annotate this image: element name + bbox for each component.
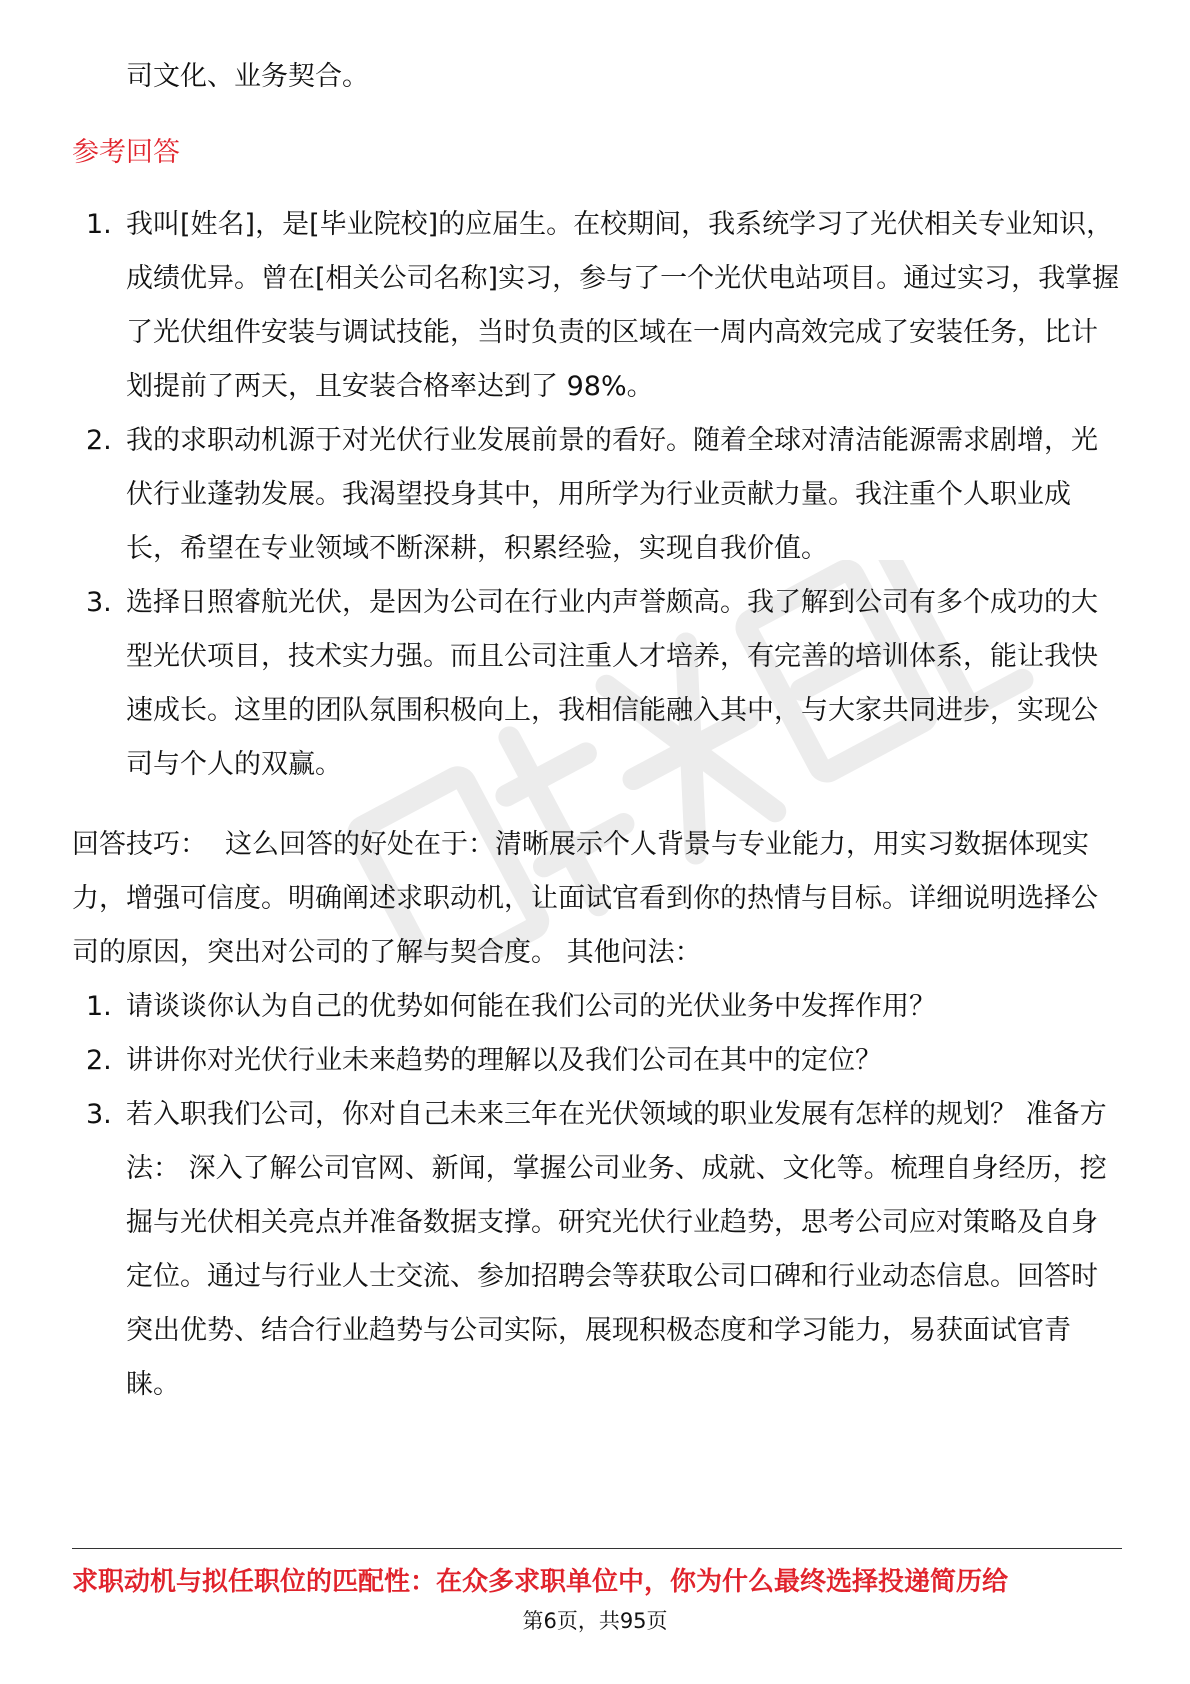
answer-list <box>72 198 1122 792</box>
next-question-title: 求职动机与拟任职位的匹配性：在众多求职单位中，你为什么最终选择投递简历给 <box>72 1567 1009 1597</box>
list-item-text: 请谈谈你认为自己的优势如何能在我们公司的光伏业务中发挥作用？ <box>126 991 936 1022</box>
list-item-text: 我叫[姓名]，是[毕业院校]的应届生。在校期间，我系统学习了光伏相关专业知识，成绩优异。曾在[相关公司名称]实习，参与了一个光伏电站项目。通过实习，我掌握了光伏组件安装与调试技能，当时负责的区域在一周内高效完成了安装任务，比计划提前了两天，且安装合格率达到了 98%。 <box>126 209 1120 402</box>
list-item <box>72 980 1122 1034</box>
list-item-text: 我的求职动机源于对光伏行业发展前景的看好。随着全球对清洁能源需求剧增，光伏行业蓬勃发展。我渴望投身其中，用所学为行业贡献力量。我注重个人职业成长，希望在专业领域不断深耕，积累经验，实现自我价值。 <box>126 425 1098 564</box>
list-item <box>72 576 1122 792</box>
list-number: 1. <box>86 991 112 1022</box>
list-number: 2. <box>86 425 112 456</box>
list-item-text: 若入职我们公司，你对自己未来三年在光伏领域的职业发展有怎样的规划？ 准备方法： 深入了解公司官网、新闻，掌握公司业务、成就、文化等。梳理自身经历，挖掘与光伏相关亮点并准备数据支撑。研究光伏行业趋势，思考公司应对策略及自身定位。通过与行业人士交流、参加招聘会等获取公司口碑和行业动态信息。回答时突出优势、结合行业趋势与公司实际，展现积极态度和学习能力，易获面试官青睐。 <box>126 1099 1107 1400</box>
list-number: 3. <box>86 587 112 618</box>
list-item <box>72 1034 1122 1088</box>
list-item <box>72 414 1122 576</box>
other-questions-list <box>72 980 1122 1412</box>
tips-label: 回答技巧： <box>72 829 207 860</box>
page-number: 第6页，共95页 <box>522 1609 668 1633</box>
list-item-text: 选择日照睿航光伏，是因为公司在行业内声誉颇高。我了解到公司有多个成功的大型光伏项目，技术实力强。而且公司注重人才培养，有完善的培训体系，能让我快速成长。这里的团队氛围积极向上，我相信能融入其中，与大家共同进步，实现公司与个人的双赢。 <box>126 587 1098 780</box>
reference-answer-heading: 参考回答 <box>72 137 180 168</box>
footer-divider <box>72 1548 1122 1549</box>
list-item <box>72 1088 1122 1412</box>
list-number: 3. <box>86 1099 112 1130</box>
list-item-text: 讲讲你对光伏行业未来趋势的理解以及我们公司在其中的定位？ <box>126 1045 882 1076</box>
list-number: 1. <box>86 209 112 240</box>
tips-text: 这么回答的好处在于：清晰展示个人背景与专业能力，用实习数据体现实力，增强可信度。明确阐述求职动机，让面试官看到你的热情与目标。详细说明选择公司的原因，突出对公司的了解与契合度。 其他问法： <box>72 829 1098 968</box>
list-item <box>72 198 1122 414</box>
list-number: 2. <box>86 1045 112 1076</box>
main-content <box>72 50 1122 1412</box>
answer-tips <box>72 818 1122 980</box>
continued-paragraph: 司文化、业务契合。 <box>126 61 369 92</box>
